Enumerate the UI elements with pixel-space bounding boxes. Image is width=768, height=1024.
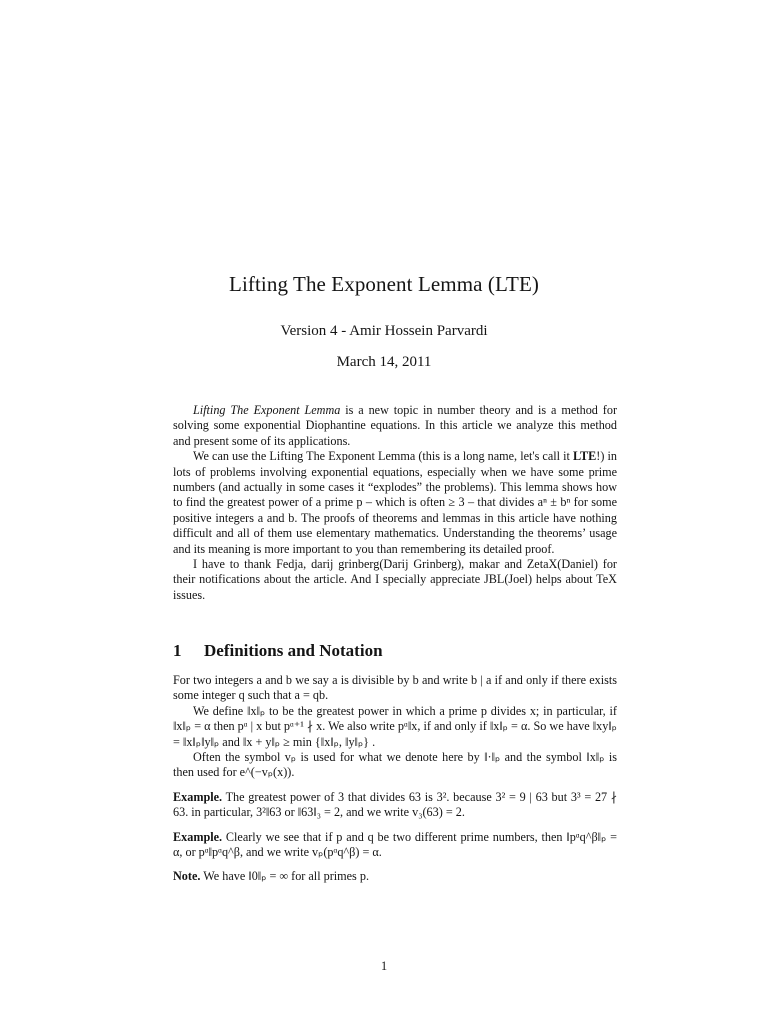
section-body xyxy=(173,673,617,885)
abstract xyxy=(173,403,617,603)
section-number: 1 xyxy=(173,641,182,660)
paper-title: Lifting The Exponent Lemma (LTE) xyxy=(229,272,539,296)
definition-divisibility: For two integers a and b we say a is divisible by b and write b | a if and only if there exists some integer q such that a = qb. xyxy=(173,673,617,703)
example-2-label: Example. xyxy=(173,829,223,844)
example-1-text: The greatest power of 3 that divides 63 is 3². because 3² = 9 | 63 but 3³ = 27 ∤ 63. in particular, 3²‖63 or ‖63‖₃ = 2, and we write v₃(63) = 2. xyxy=(173,789,617,820)
example-1 xyxy=(173,790,617,821)
section-title: Definitions and Notation xyxy=(204,641,383,660)
lte-bold-term: LTE xyxy=(573,449,597,464)
example-1-label: Example. xyxy=(173,789,223,804)
abstract-paragraph-3: I have to thank Fedja, darij grinberg(Darij Grinberg), makar and ZetaX(Daniel) for their notifications about the article. And I specially appreciate JBL(Joel) helps about TeX issues. xyxy=(173,557,617,602)
abstract-paragraph-2 xyxy=(173,449,617,557)
note-text: We have ‖0‖ₚ = ∞ for all primes p. xyxy=(200,869,369,884)
author-line: Version 4 - Amir Hossein Parvardi xyxy=(280,323,488,339)
abstract-paragraph-1 xyxy=(173,403,617,449)
abstract-p2-text-a: We can use the Lifting The Exponent Lemma (this is a long name, let's call it xyxy=(193,449,573,464)
lte-italic-term: Lifting The Exponent Lemma xyxy=(193,403,341,417)
example-2-text: Clearly we see that if p and q be two different prime numbers, then ‖pᵅq^β‖ₚ = α, or pᵅ‖pᵅq^β, and we write vₚ(pᵅq^β) = α. xyxy=(173,829,617,860)
abstract-p2-text-b: !) in lots of problems involving exponential equations, especially when we have some prime numbers (and actually in some cases it “explodes” the problems). This lemma shows how to find the greatest power of a prime p – which is often ≥ 3 – that divides aⁿ ± bⁿ for some positive integers a and b. The proofs of theorems and lemmas in this article have nothing difficult and all of them use elementary mathematics. Understanding the theorems’ usage and its meaning is more important to you than remembering its detailed proof. xyxy=(173,449,617,556)
example-2 xyxy=(173,830,617,861)
abstract-p1-text: is a new topic in number theory and is a method for solving some exponential Diophantine equations. In this article we analyze this method and present some of its applications. xyxy=(173,403,617,448)
note-label: Note. xyxy=(173,869,201,884)
section-heading xyxy=(173,641,617,661)
definition-norm: We define ‖x‖ₚ to be the greatest power in which a prime p divides x; in particular, if ‖x‖ₚ = α then pᵅ | x but pᵅ⁺¹ ∤ x. We also write pᵅ‖x, if and only if ‖x‖ₚ = α. So we have ‖xy‖ₚ = ‖x‖ₚ‖y‖ₚ and ‖x + y‖ₚ ≥ min {‖x‖ₚ, ‖y‖ₚ} . xyxy=(173,703,617,749)
note xyxy=(173,869,617,884)
date-line: March 14, 2011 xyxy=(336,354,432,370)
page-number: 1 xyxy=(380,959,388,973)
definition-valuation: Often the symbol vₚ is used for what we denote here by ‖·‖ₚ and the symbol ‖x‖ₚ is then used for e^(−vₚ(x)). xyxy=(173,750,617,780)
